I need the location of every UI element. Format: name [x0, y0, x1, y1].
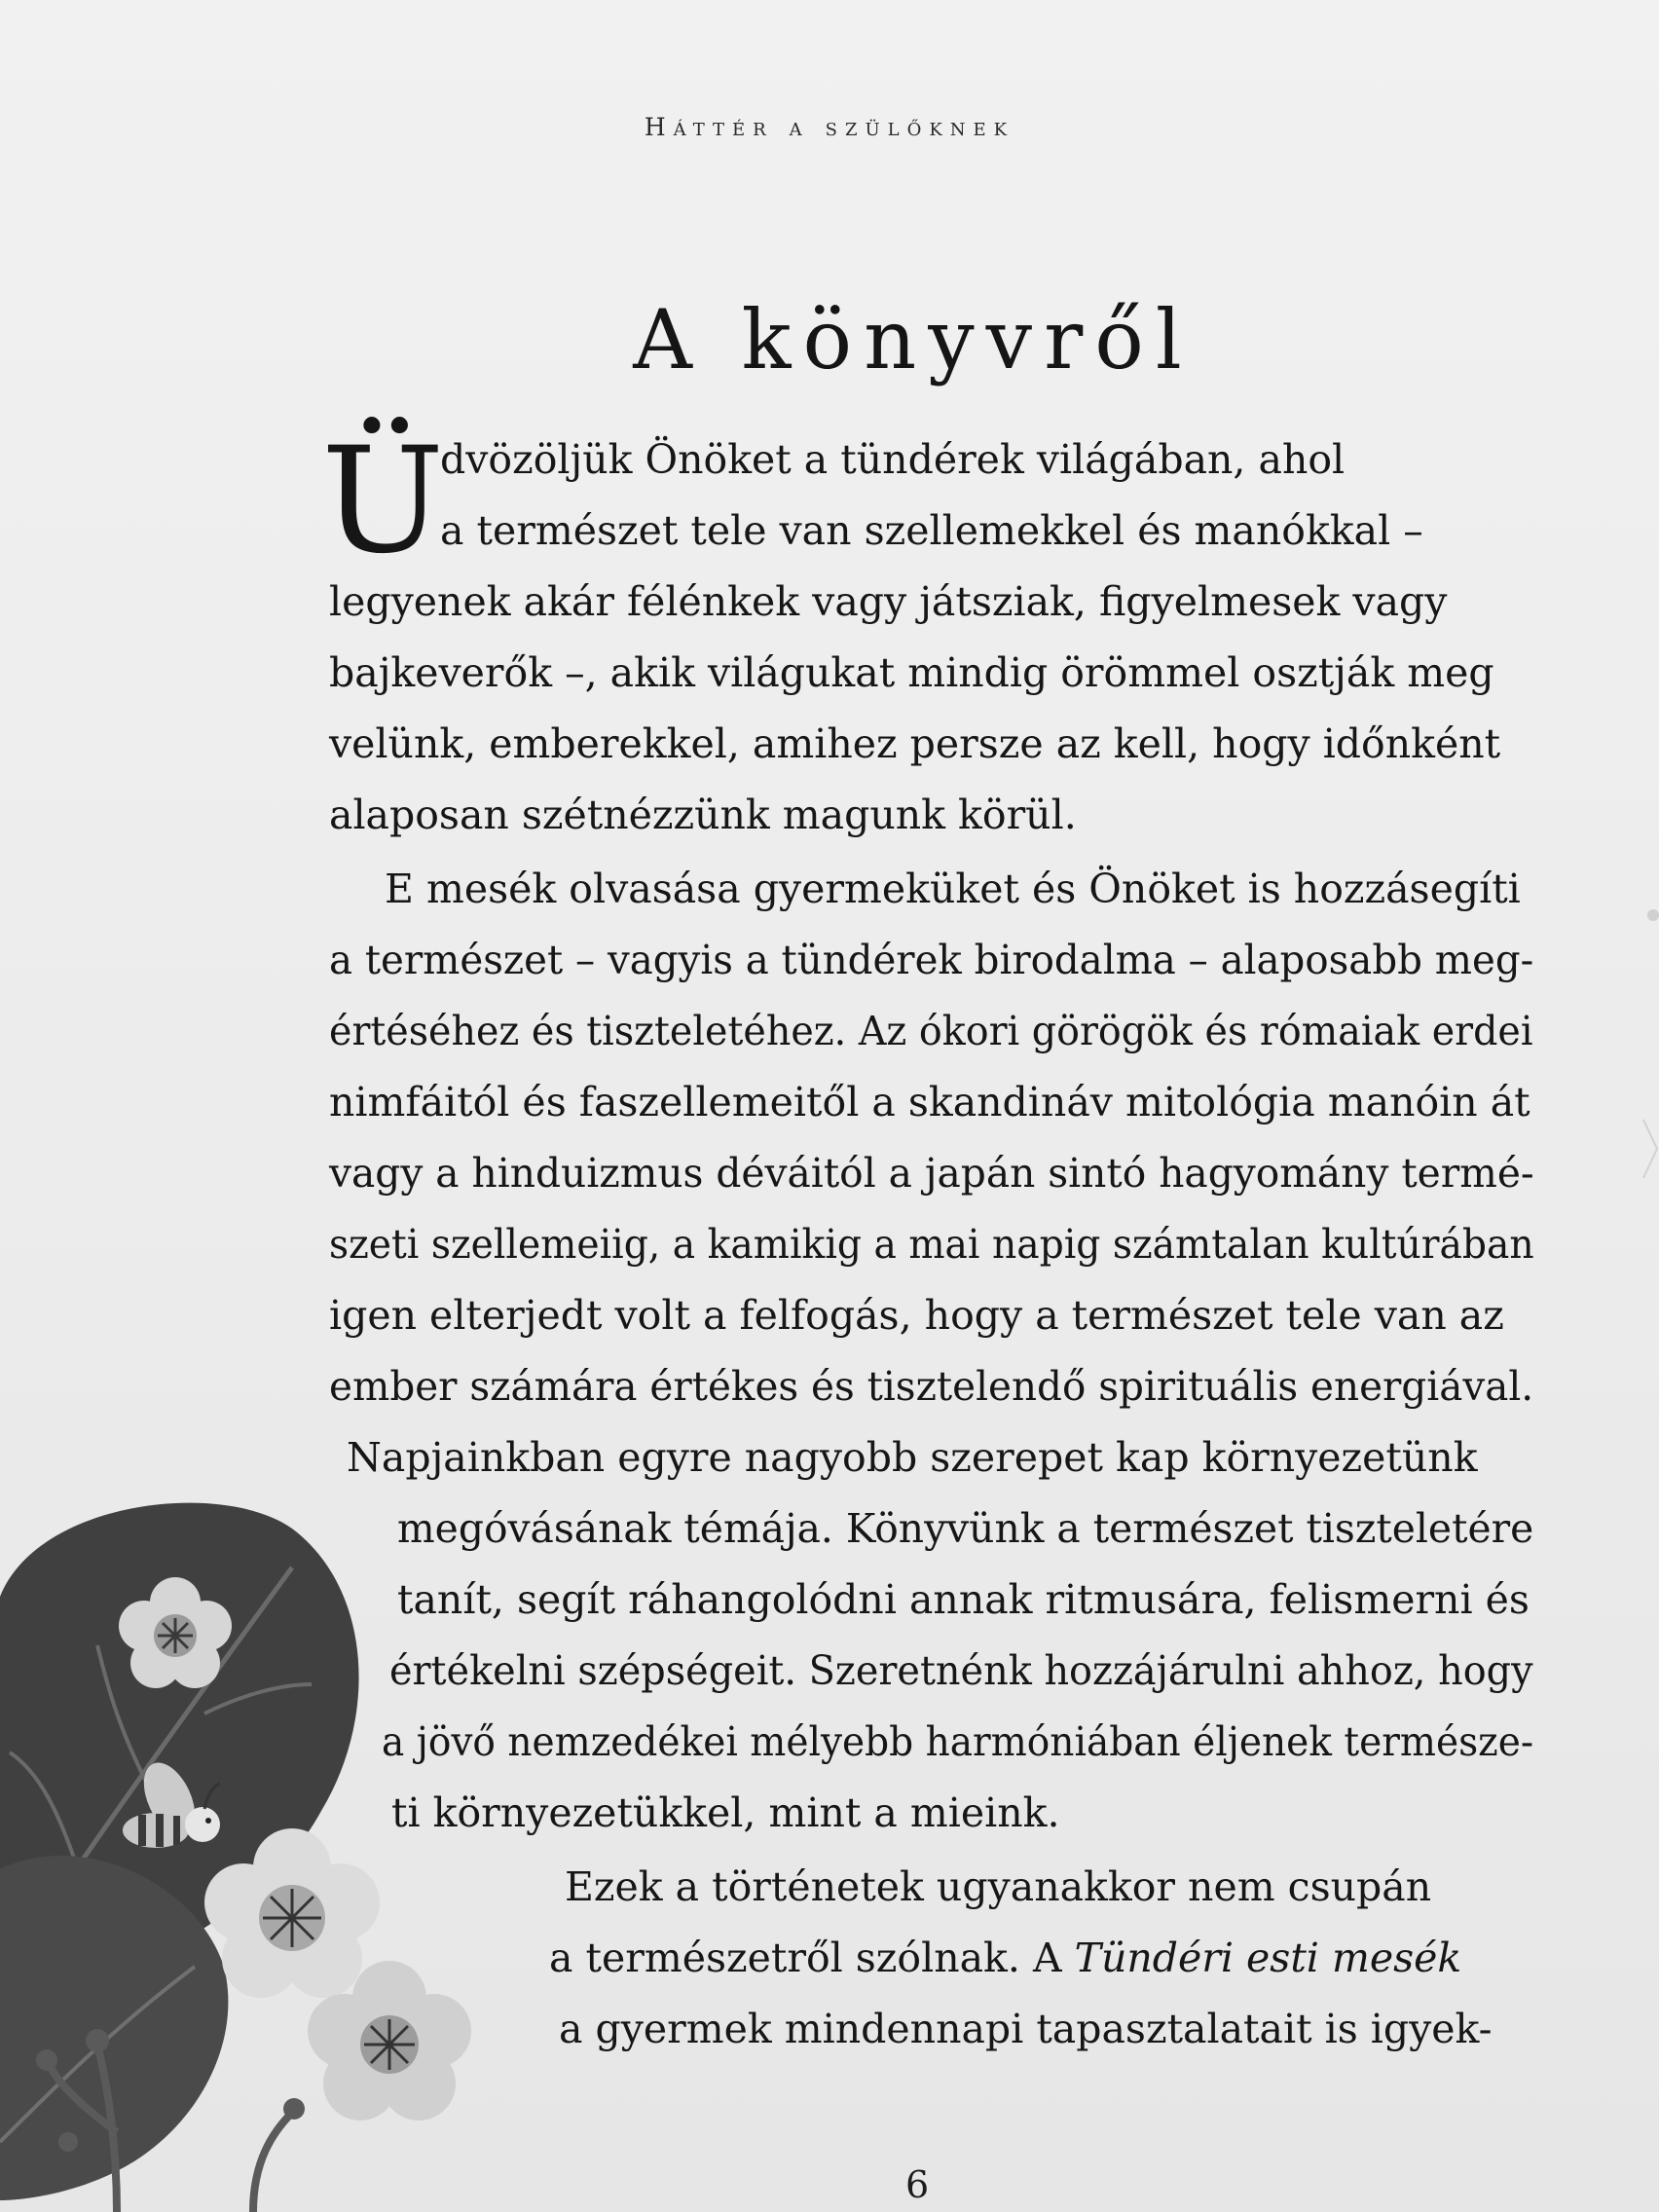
page-title: A könyvről: [633, 292, 1194, 387]
text-line: [549, 1933, 1461, 1983]
running-head: Háttér a szülőknek: [644, 113, 1015, 141]
edge-mark-icon: [1640, 1110, 1659, 1188]
text-line: Napjainkban egyre nagyobb szerepet kap környezetünk: [347, 1434, 1478, 1481]
text-line: nimfáitól és faszellemeitől a skandináv mitológia manóin át: [329, 1079, 1530, 1125]
text-line: a természet tele van szellemekkel és manókkal –: [440, 507, 1423, 554]
text-line: legyenek akár félénkek vagy játsziak, figyelmesek vagy: [329, 578, 1448, 625]
text-run: a természetről szólnak. A: [549, 1935, 1075, 1981]
drop-cap: Ü: [321, 417, 445, 586]
text-line: tanít, segít ráhangolódni annak ritmusára, felismerni és: [397, 1576, 1530, 1623]
text-line: Ezek a történetek ugyanakkor nem csupán: [565, 1863, 1432, 1910]
text-line: értéséhez és tiszteletéhez. Az ókori görögök és rómaiak erdei: [329, 1008, 1533, 1054]
text-line: szeti szellemeiig, a kamikig a mai napig számtalan kultúrában: [329, 1221, 1534, 1268]
text-line: dvözöljük Önöket a tündérek világában, ahol: [440, 436, 1346, 483]
text-line: a gyermek mindennapi tapasztalatait is igyek-: [559, 2006, 1493, 2052]
book-title-italic: Tündéri esti mesék: [1074, 1935, 1462, 1981]
text-line: vagy a hinduizmus déváitól a japán sintó hagyomány termé-: [329, 1150, 1534, 1197]
text-line: a természet – vagyis a tündérek birodalma – alaposabb meg-: [329, 937, 1534, 983]
text-line: ti környezetükkel, mint a mieink.: [391, 1789, 1060, 1836]
text-line: velünk, emberekkel, amihez persze az kell, hogy időnként: [329, 720, 1501, 767]
text-line: igen elterjedt volt a felfogás, hogy a természet tele van az: [329, 1292, 1504, 1339]
edge-mark-icon: [1640, 886, 1659, 944]
page-number: 6: [905, 2163, 930, 2206]
text-line: értékelni szépségeit. Szeretnénk hozzájárulni ahhoz, hogy: [389, 1647, 1533, 1694]
text-line: megóvásának témája. Könyvünk a természet tiszteletére: [397, 1505, 1534, 1552]
text-line: a jövő nemzedékei mélyebb harmóniában éljenek természe-: [382, 1718, 1534, 1765]
text-line: bajkeverők –, akik világukat mindig örömmel osztják meg: [329, 649, 1494, 696]
text-line: E mesék olvasása gyermeküket és Önöket is hozzásegíti: [385, 866, 1521, 912]
text-line: alaposan szétnézzünk magunk körül.: [329, 792, 1077, 838]
text-line: ember számára értékes és tisztelendő spirituális energiával.: [329, 1363, 1534, 1410]
